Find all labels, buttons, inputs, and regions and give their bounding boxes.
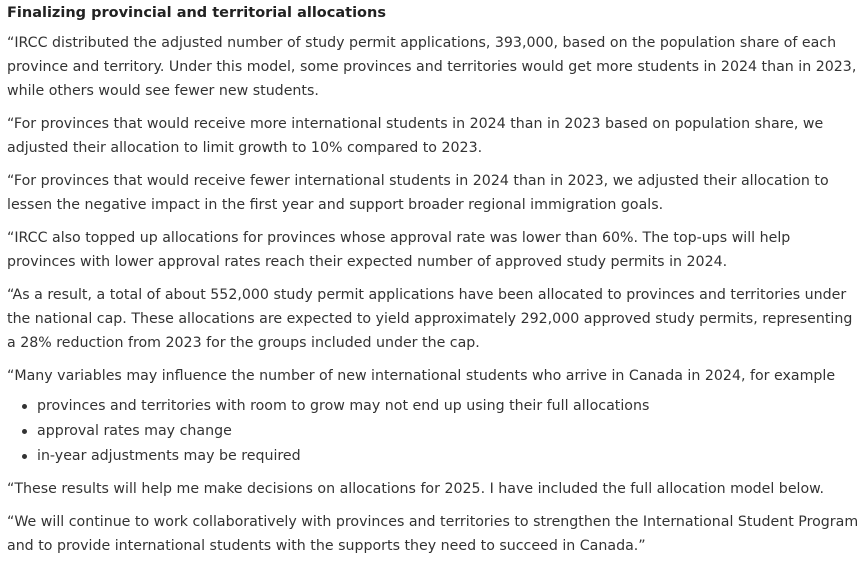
list-item: in-year adjustments may be required: [37, 444, 859, 469]
paragraph-distribution: “IRCC distributed the adjusted number of study permit applications, 393,000, based on the population share of each province and territory. Under this model, some provinces and territories would get more students in 2024 than in 2023, while others would see fewer new students.: [7, 35, 857, 99]
paragraph-result: “As a result, a total of about 552,000 study permit applications have been allocated to provinces and territories under the national cap. These allocations are expected to yield approximately 292,000 approved study permits, representing a 28% reduction from 2023 for the groups included under the cap.: [7, 287, 853, 351]
paragraph-fewer-students: “For provinces that would receive fewer international students in 2024 than in 2023, we adjusted their allocation to lessen the negative impact in the first year and support broader regional immigration goals.: [7, 173, 829, 213]
list-item: approval rates may change: [37, 419, 859, 444]
paragraph-collaboration: “We will continue to work collaboratively with provinces and territories to strengthen the International Student Program and to provide international students with the supports they need to succeed in Canada.”: [7, 514, 859, 554]
list-item: provinces and territories with room to grow may not end up using their full allocations: [37, 394, 859, 419]
section-heading: Finalizing provincial and territorial allocations: [7, 5, 386, 21]
paragraph-next-decisions: “These results will help me make decisions on allocations for 2025. I have included the full allocation model below.: [7, 481, 824, 497]
paragraph-growth-limit: “For provinces that would receive more international students in 2024 than in 2023 based on population share, we adjusted their allocation to limit growth to 10% compared to 2023.: [7, 116, 824, 156]
variables-list: [7, 394, 859, 469]
paragraph-top-ups: “IRCC also topped up allocations for provinces whose approval rate was lower than 60%. The top-ups will help provinces with lower approval rates reach their expected number of approved study permits in 2024.: [7, 230, 791, 270]
paragraph-variables: “Many variables may influence the number of new international students who arrive in Canada in 2024, for example: [7, 368, 836, 384]
